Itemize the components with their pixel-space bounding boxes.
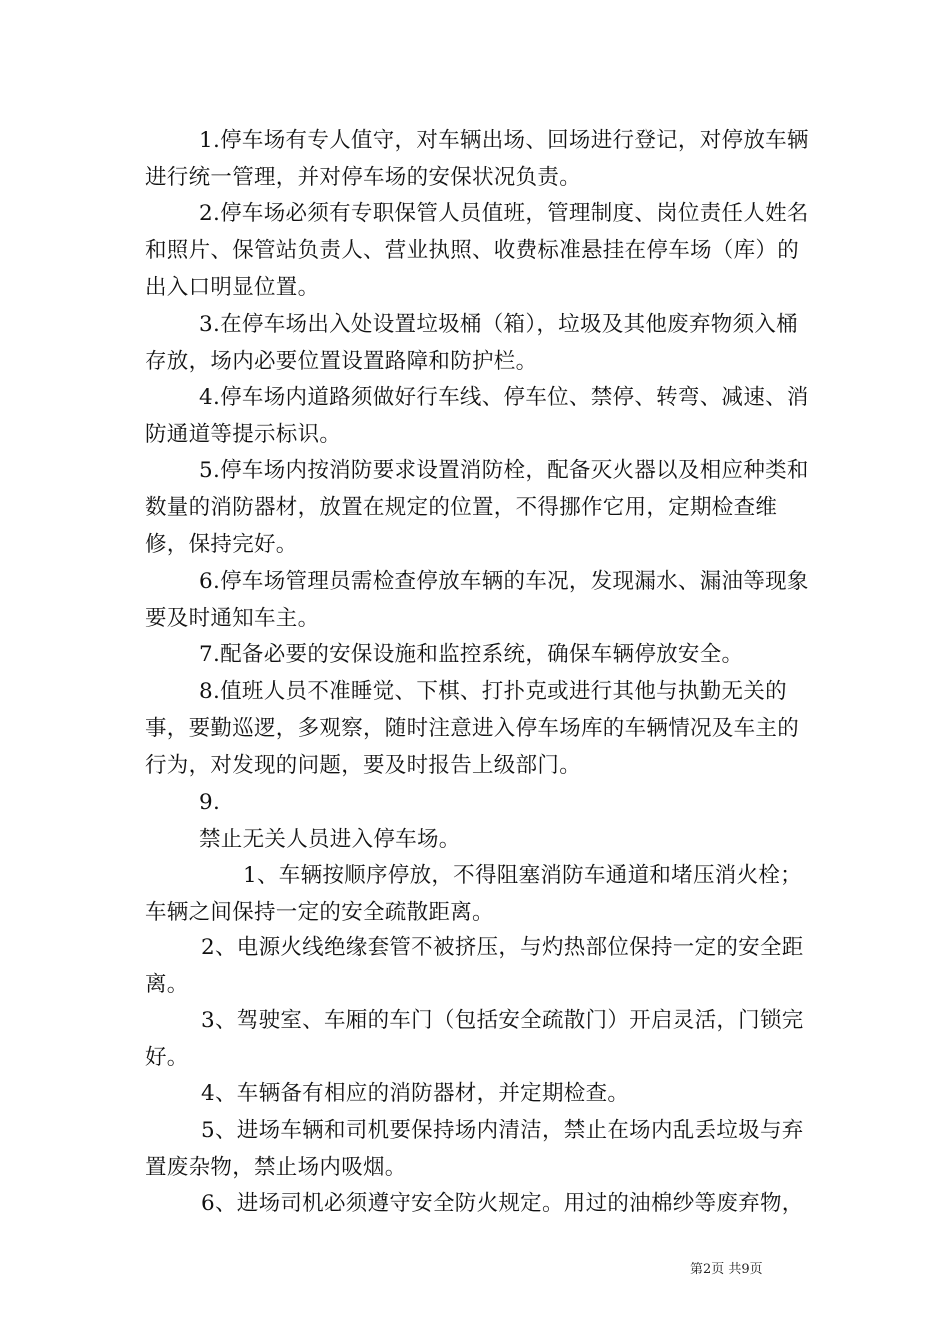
paragraph-1: 1.停车场有专人值守，对车辆出场、回场进行登记，对停放车辆进行统一管理，并对停车场的安保状况负责。 xyxy=(145,128,809,190)
page-number: 第2页 共9页 xyxy=(690,1262,763,1277)
paragraph-9-body: 禁止无关人员进入停车场。 xyxy=(199,827,461,852)
rule-3: 3、驾驶室、车厢的车门（包括安全疏散门）开启灵活，门锁完好。 xyxy=(145,1008,804,1070)
paragraph-9: 9. xyxy=(199,790,221,815)
paragraph-4: 4.停车场内道路须做好行车线、停车位、禁停、转弯、减速、消防通道等提示标识。 xyxy=(145,385,809,447)
paragraph-2: 2.停车场必须有专职保管人员值班，管理制度、岗位责任人姓名和照片、保管站负责人、营业执照、收费标准悬挂在停车场（库）的出入口明显位置。 xyxy=(145,201,809,300)
rule-4: 4、车辆备有相应的消防器材，并定期检查。 xyxy=(201,1081,630,1106)
paragraph-5: 5.停车场内按消防要求设置消防栓，配备灭火器以及相应种类和数量的消防器材，放置在规定的位置，不得挪作它用，定期检查维修，保持完好。 xyxy=(145,458,809,557)
rule-2: 2、电源火线绝缘套管不被挤压，与灼热部位保持一定的安全距离。 xyxy=(145,935,804,997)
rule-5: 5、进场车辆和司机要保持场内清洁，禁止在场内乱丢垃圾与弃置废杂物，禁止场内吸烟。 xyxy=(145,1118,804,1180)
paragraph-6: 6.停车场管理员需检查停放车辆的车况，发现漏水、漏油等现象要及时通知车主。 xyxy=(145,569,809,631)
rule-1: 1、车辆按顺序停放，不得阻塞消防车通道和堵压消火栓；车辆之间保持一定的安全疏散距离。 xyxy=(145,863,802,925)
paragraph-3: 3.在停车场出入处设置垃圾桶（箱），垃圾及其他废弃物须入桶存放，场内必要位置设置路障和防护栏。 xyxy=(145,312,798,374)
rule-6: 6、进场司机必须遵守安全防火规定。用过的油棉纱等废弃物， xyxy=(201,1191,804,1216)
paragraph-7: 7.配备必要的安保设施和监控系统，确保车辆停放安全。 xyxy=(199,642,744,667)
paragraph-8: 8.值班人员不准睡觉、下棋、打扑克或进行其他与执勤无关的事，要勤巡逻，多观察，随时注意进入停车场库的车辆情况及车主的行为，对发现的问题，要及时报告上级部门。 xyxy=(145,679,800,778)
